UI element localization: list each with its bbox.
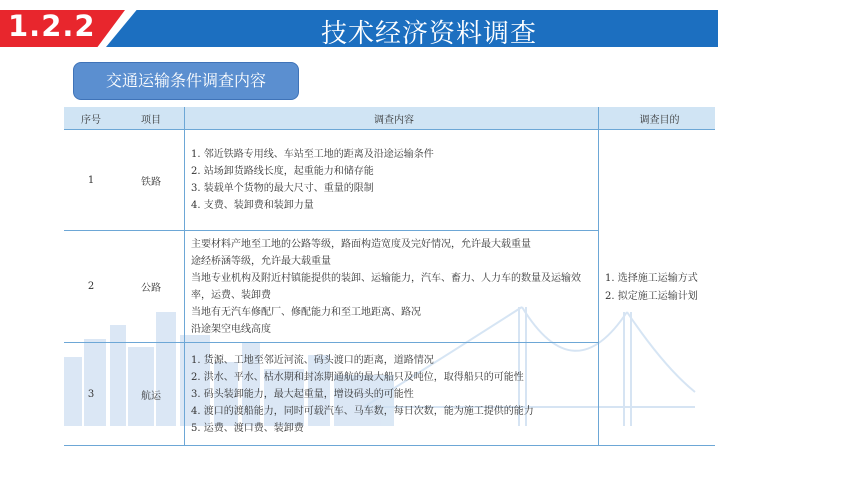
content-line: 3. 装载单个货物的最大尺寸、重量的限制: [191, 183, 374, 194]
purpose-line: 2. 拟定施工运输计划: [605, 290, 698, 302]
column-header-item: 项目: [118, 107, 185, 130]
page-title: 技术经济资料调查: [321, 19, 538, 49]
column-header-purpose: 调查目的: [599, 107, 716, 130]
row-number: 3: [64, 343, 118, 446]
content-line: 1. 货源、工地至邻近河流、码头渡口的距离，道路情况: [191, 354, 434, 366]
content-line: 3. 码头装卸能力，最大起重量，增设码头的可能性: [191, 388, 414, 400]
survey-table-container: [64, 107, 698, 434]
column-header-content: 调查内容: [185, 107, 599, 130]
content-line: 率，运费、装卸费: [191, 289, 271, 301]
row-item: 铁路: [118, 130, 185, 231]
content-line: 当地专业机构及附近村镇能提供的装卸、运输能力，汽车、畜力、人力车的数量及运输效: [191, 272, 581, 284]
content-line: 1. 邻近铁路专用线、车站至工地的距离及沿途运输条件: [191, 149, 434, 160]
column-header-no: 序号: [64, 107, 118, 130]
content-line: 4. 支费、装卸费和装卸力量: [191, 200, 314, 211]
content-line: 2. 站场卸货路线长度，起重能力和储存能: [191, 166, 374, 177]
table-header-row: [64, 107, 715, 130]
table-row-railway: [64, 130, 715, 231]
content-line: 沿途架空电线高度: [191, 323, 271, 335]
subtitle-box: 交通运输条件调查内容: [73, 62, 299, 100]
row-item: 公路: [118, 231, 185, 343]
survey-purpose-cell: [599, 130, 716, 446]
survey-table: [64, 107, 715, 446]
content-line: 主要材料产地至工地的公路等级，路面构造宽度及完好情况，允许最大载重量: [191, 238, 531, 250]
content-line: 2. 洪水、平水、枯水期和封冻期通航的最大船只及吨位，取得船只的可能性: [191, 371, 524, 383]
content-line: 当地有无汽车修配厂、修配能力和至工地距离、路况: [191, 306, 421, 318]
row-content: [185, 231, 599, 343]
content-line: 5. 运费、渡口费、装卸费: [191, 422, 304, 434]
row-content: [185, 343, 599, 446]
content-line: 4. 渡口的渡船能力，同时可载汽车、马车数，每日次数，能为施工提供的能力: [191, 405, 534, 417]
section-number: 1.2.2: [8, 9, 96, 43]
row-number: 1: [64, 130, 118, 231]
row-item: 航运: [118, 343, 185, 446]
content-line: 途经桥涵等级，允许最大载重量: [191, 255, 331, 267]
row-number: 2: [64, 231, 118, 343]
purpose-line: 1. 选择施工运输方式: [605, 272, 698, 284]
row-content: [185, 130, 599, 231]
